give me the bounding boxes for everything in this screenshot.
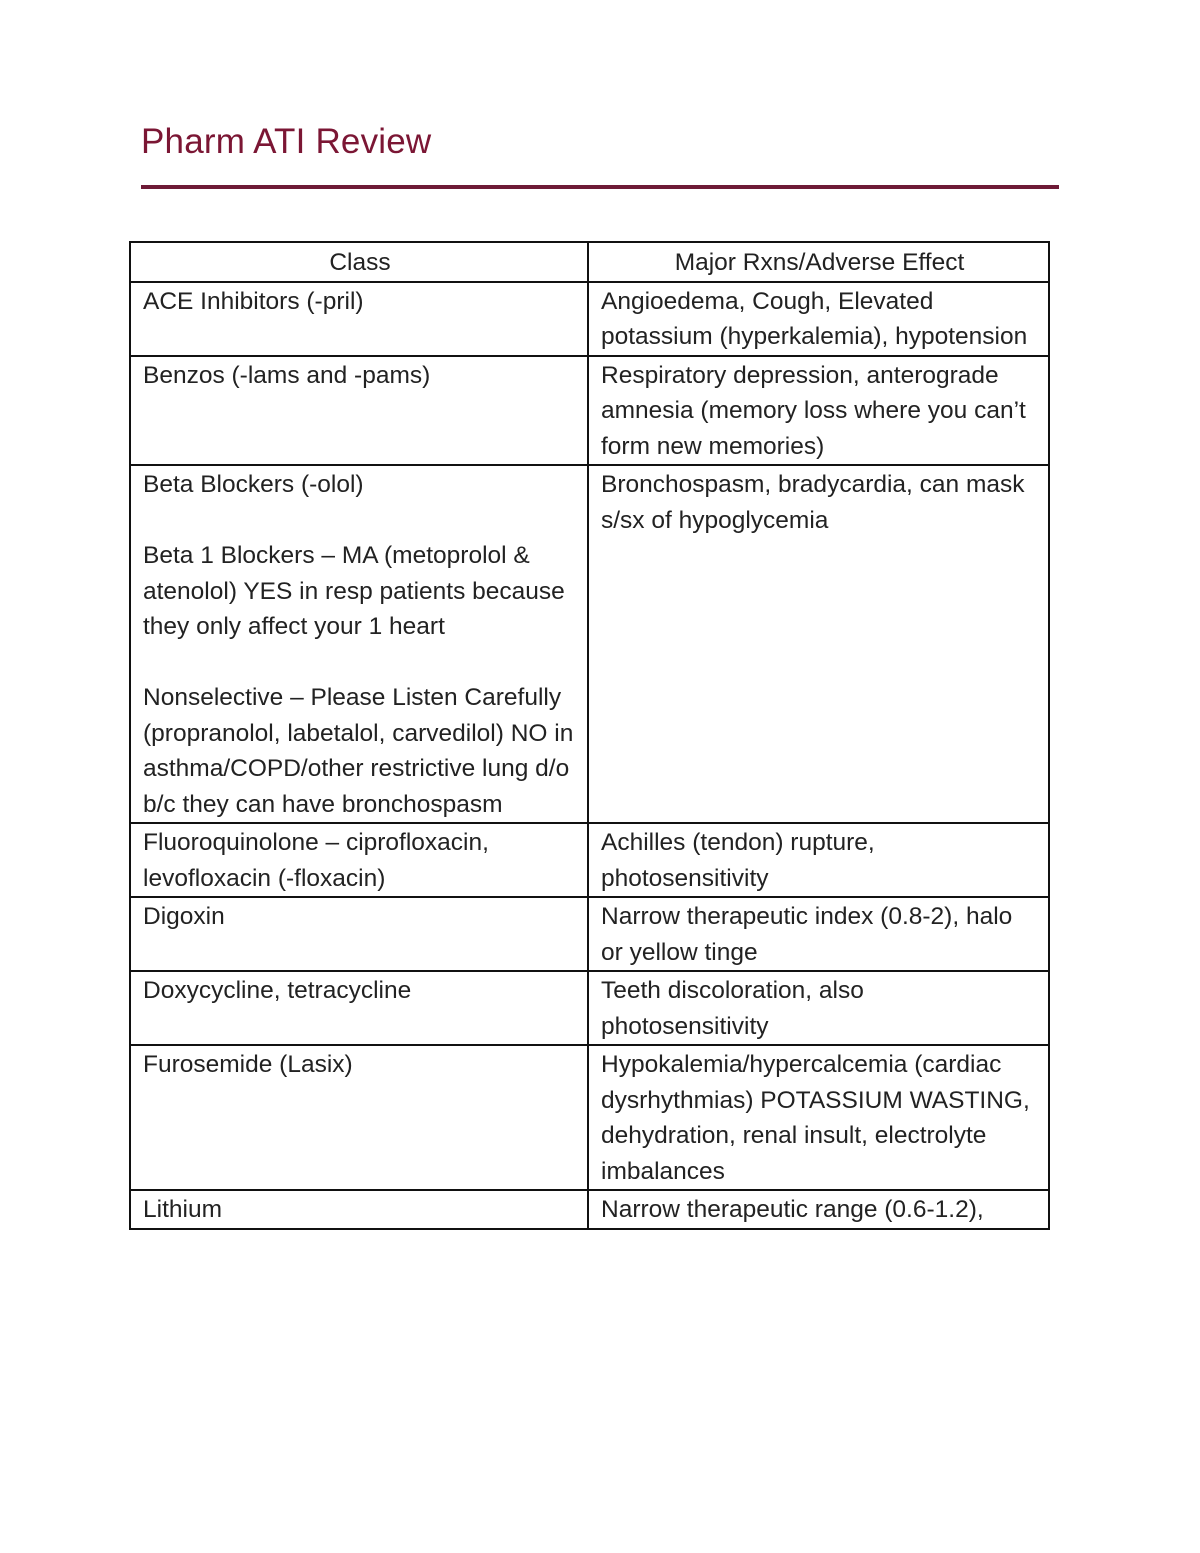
class-cell (130, 1190, 588, 1229)
drug-adverse-effects-table (129, 241, 1050, 1230)
class-cell (130, 1045, 588, 1190)
class-cell (130, 282, 588, 356)
class-text: Furosemide (Lasix) (143, 1051, 353, 1078)
class-text: ACE Inhibitors (-pril) (143, 287, 364, 315)
class-cell (130, 356, 588, 466)
table-row (130, 282, 1049, 356)
class-text: Doxycycline, tetracycline (143, 977, 412, 1004)
table-row (130, 823, 1049, 897)
class-text: Lithium (143, 1196, 222, 1223)
class-text: Digoxin (143, 903, 225, 930)
class-cell (130, 823, 588, 897)
table-row (130, 1045, 1049, 1190)
table-row (130, 465, 1049, 823)
effect-cell: Teeth discoloration, also photosensitivity (588, 971, 1049, 1045)
table-header-row (130, 242, 1049, 282)
effect-cell: Respiratory depression, anterograde amnesia (memory loss where you can’t form new memories) (588, 356, 1049, 466)
class-text: Beta Blockers (-olol) (143, 471, 364, 498)
effect-cell: Narrow therapeutic range (0.6-1.2), (588, 1190, 1049, 1229)
effect-cell: Bronchospasm, bradycardia, can mask s/sx of hypoglycemia (588, 465, 1049, 823)
class-text: Fluoroquinolone – ciprofloxacin, levofloxacin (-floxacin) (143, 829, 489, 892)
class-subnote-nonselective: Nonselective – Please Listen Carefully (propranolol, labetalol, carvedilol) NO in asthma/COPD/other restrictive lung d/o b/c they can have bronchospasm (143, 684, 574, 818)
table-row (130, 897, 1049, 971)
effect-cell: Angioedema, Cough, Elevated potassium (hyperkalemia), hypotension (588, 282, 1049, 356)
table-row (130, 1190, 1049, 1229)
title-divider (141, 185, 1059, 189)
column-header-class: Class (130, 242, 588, 282)
table-row (130, 356, 1049, 466)
column-header-effect: Major Rxns/Adverse Effect (588, 242, 1049, 282)
class-cell (130, 465, 588, 823)
effect-cell: Hypokalemia/hypercalcemia (cardiac dysrhythmias) POTASSIUM WASTING, dehydration, renal insult, electrolyte imbalances (588, 1045, 1049, 1190)
class-text: Benzos (-lams and -pams) (143, 361, 431, 389)
class-subnote-beta1: Beta 1 Blockers – MA (metoprolol & atenolol) YES in resp patients because they only affect your 1 heart (143, 542, 565, 640)
class-cell (130, 897, 588, 971)
effect-cell: Narrow therapeutic index (0.8-2), halo or yellow tinge (588, 897, 1049, 971)
table-row (130, 971, 1049, 1045)
class-cell (130, 971, 588, 1045)
effect-cell: Achilles (tendon) rupture, photosensitivity (588, 823, 1049, 897)
page-title: Pharm ATI Review (141, 122, 432, 161)
